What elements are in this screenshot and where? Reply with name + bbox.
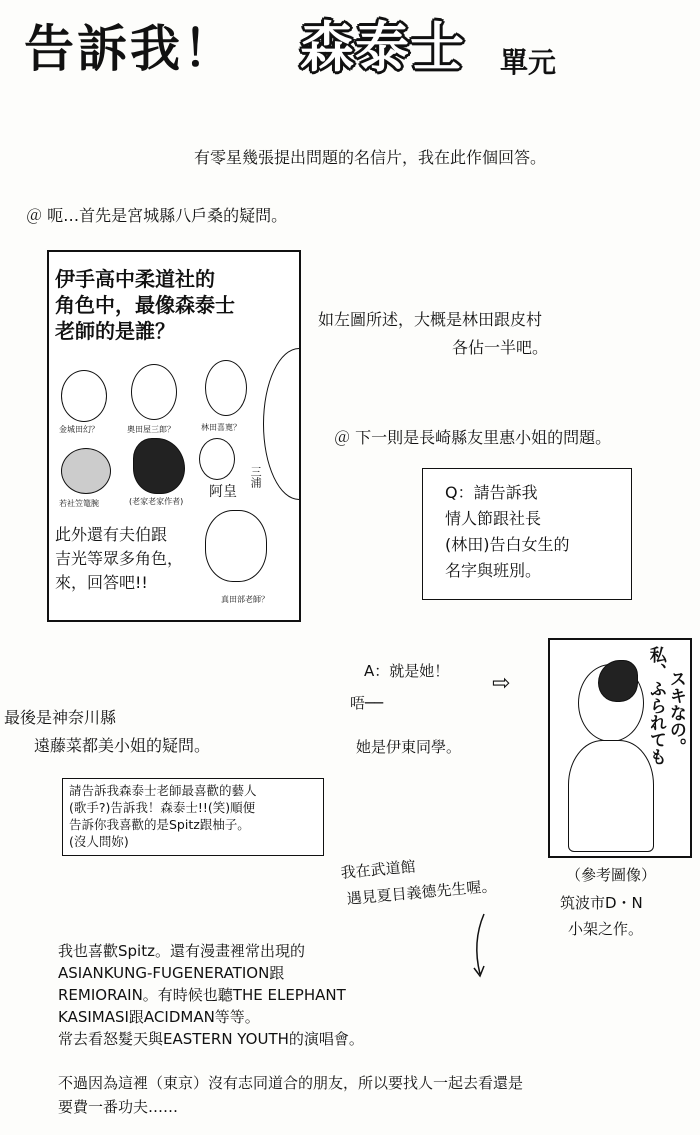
q1-card-line-2: 角色中，最像森泰士 xyxy=(55,293,235,317)
q3-answer-3: REMIORAIN。有時候也聽THE ELEPHANT xyxy=(58,986,346,1004)
q1-lead: ＠ 呃…首先是宮城縣八戶桑的疑問。 xyxy=(26,206,288,225)
face-large-icon xyxy=(263,348,301,500)
q2-question-box xyxy=(422,468,632,600)
q1-answer-2: 各佔一半吧。 xyxy=(452,338,549,357)
q1-card-bottom-1: 此外還有夫伯跟 xyxy=(55,525,168,544)
face-caption-c: 林田喜寛？ xyxy=(201,423,241,432)
curved-arrow-icon xyxy=(462,912,492,982)
face-caption-a: 金城田幻？ xyxy=(59,425,99,434)
q3-card-line-4: (沒人問妳) xyxy=(69,833,129,849)
q3-aside-2: 遇見夏目義德先生喔。 xyxy=(346,876,498,908)
q2-illustration xyxy=(548,638,692,858)
footer-1: 不過因為這裡（東京）沒有志同道合的朋友，所以要找人一起去看還是 xyxy=(58,1074,524,1092)
face-hat-icon xyxy=(133,438,185,494)
q3-answer-1: 我也喜歡Spitz。還有漫畫裡常出現的 xyxy=(58,942,305,960)
girl-body-icon xyxy=(568,740,654,852)
q3-lead-2: 遠藤菜都美小姐的疑問。 xyxy=(34,736,211,755)
q3-aside-1: 我在武道館 xyxy=(340,857,417,882)
q3-card-line-3: 告訴你我喜歡的是Spitz跟柚子。 xyxy=(69,816,250,832)
girl-hair-icon xyxy=(598,660,638,702)
q3-answer-5: 常去看怒髮天與EASTERN YOUTH的演唱會。 xyxy=(58,1030,364,1048)
q3-lead-1: 最後是神奈川縣 xyxy=(4,708,117,727)
q2-lead: ＠ 下一則是長崎縣友里惠小姐的問題。 xyxy=(334,428,612,447)
footer-2: 要費一番功夫…… xyxy=(58,1098,179,1116)
reference-2: 筑波市D・N xyxy=(560,894,643,912)
title-suffix: 單元 xyxy=(500,46,557,79)
face-e-icon xyxy=(199,438,235,480)
q3-postcard xyxy=(62,778,324,856)
q2-box-line-2: 情人節跟社長 xyxy=(445,509,542,528)
q1-card-line-3: 老師的是誰？ xyxy=(55,319,175,343)
face-caption-b: 奧田屋三郎？ xyxy=(127,425,175,434)
face-caption-d: 若社笠篭腕 xyxy=(59,499,99,508)
face-d-icon xyxy=(61,448,111,494)
reference-1: （參考圖像） xyxy=(566,866,657,884)
q1-card-bottom-3: 來，回答吧!! xyxy=(55,573,148,592)
q2-box-line-4: 名字與班別。 xyxy=(445,561,542,580)
reference-3: 小架之作。 xyxy=(568,920,644,938)
title-name: 森泰士 xyxy=(300,16,465,79)
face-b-icon xyxy=(131,364,177,420)
title-main: 告訴我！ xyxy=(24,20,236,78)
face-caption-e: 阿皇 xyxy=(209,484,237,500)
illustration-text-2: スキなの。 xyxy=(665,670,686,755)
face-caption-f: 三浦 xyxy=(249,466,263,488)
q3-card-line-2: (歌手?)告訴我！森泰士!!(笑)順便 xyxy=(69,799,256,815)
q2-answer-2: 唔── xyxy=(350,694,384,712)
q3-answer-2: ASIANKUNG-FUGENERATION跟 xyxy=(58,964,285,982)
arrow-right-icon: ⇨ xyxy=(492,671,511,696)
q2-box-line-3: (林田)告白女生的 xyxy=(445,535,570,554)
face-h-icon xyxy=(205,510,267,582)
q1-card-bottom-2: 吉光等眾多角色， xyxy=(55,549,184,568)
q1-postcard xyxy=(47,250,301,622)
q3-card-line-1: 請告訴我森泰士老師最喜歡的藝人 xyxy=(69,783,257,798)
face-caption-h: 真田部老師？ xyxy=(221,595,269,604)
face-caption-g: (老家老家作者) xyxy=(129,497,184,506)
face-c-icon xyxy=(205,360,247,416)
face-a-icon xyxy=(61,370,107,422)
q3-answer-4: KASIMASI跟ACIDMAN等等。 xyxy=(58,1008,260,1026)
q2-answer-3: 她是伊東同學。 xyxy=(356,738,462,756)
q2-answer-1: A：就是她！ xyxy=(364,662,450,680)
q1-answer-1: 如左圖所述，大概是林田跟皮村 xyxy=(318,310,543,329)
intro-text: 有零星幾張提出問題的名信片，我在此作個回答。 xyxy=(194,148,547,167)
illustration-text-1: 私、ふられても xyxy=(645,646,666,765)
q2-box-line-1: Q：請告訴我 xyxy=(445,483,538,502)
q1-card-line-1: 伊手高中柔道社的 xyxy=(55,267,215,291)
